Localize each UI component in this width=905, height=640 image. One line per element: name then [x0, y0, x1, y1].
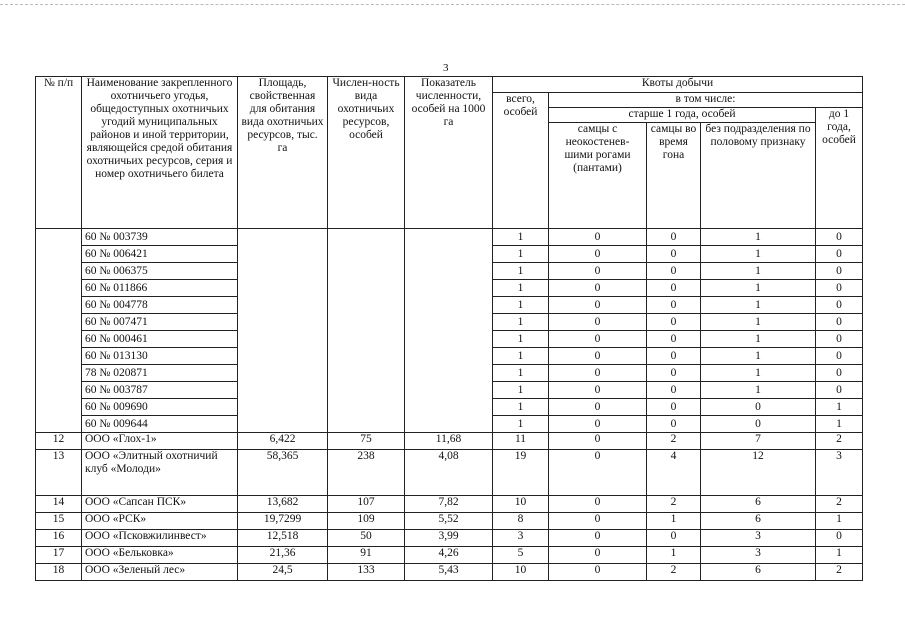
ticket-total: 1: [493, 399, 549, 416]
ticket-antlers: 0: [549, 229, 647, 246]
header-males-antlers: самцы с неокостенев-шими рогами (пантами): [549, 123, 647, 229]
row-nosex: 6: [701, 496, 816, 513]
ticket-antlers: 0: [549, 348, 647, 365]
ticket-under1: 1: [816, 416, 863, 433]
row-antlers: 0: [549, 513, 647, 530]
row-under1: 1: [816, 513, 863, 530]
row-antlers: 0: [549, 450, 647, 496]
header-density: Показатель численности, особей на 1000 га: [405, 77, 493, 229]
ticket-rut: 0: [647, 416, 701, 433]
ticket-total: 1: [493, 416, 549, 433]
ticket-total: 1: [493, 314, 549, 331]
row-under1: 2: [816, 564, 863, 581]
ticket-nosex: 1: [701, 365, 816, 382]
table-row: [36, 513, 863, 530]
row-under1: 2: [816, 433, 863, 450]
ticket-total: 1: [493, 263, 549, 280]
row-nosex: 3: [701, 547, 816, 564]
ticket-under1: 0: [816, 229, 863, 246]
header-name: Наименование закрепленного охотничьего угодья, общедоступных охотничьих угодий муниципальных районов и иной территории, являющейся средой обитания охотничьих ресурсов, серия и номер охотничьего билета: [82, 77, 238, 229]
ticket-under1: 0: [816, 365, 863, 382]
ticket-under1: 1: [816, 399, 863, 416]
row-nosex: 6: [701, 564, 816, 581]
ticket-rut: 0: [647, 246, 701, 263]
row-count: 107: [328, 496, 405, 513]
ticket-antlers: 0: [549, 246, 647, 263]
row-total: 5: [493, 547, 549, 564]
ticket-rut: 0: [647, 348, 701, 365]
ticket-name: 60 № 009690: [82, 399, 238, 416]
ticket-total: 1: [493, 246, 549, 263]
row-area: 12,518: [238, 530, 328, 547]
row-total: 8: [493, 513, 549, 530]
ticket-nosex: 1: [701, 263, 816, 280]
row-rut: 0: [647, 530, 701, 547]
row-number: 15: [36, 513, 82, 530]
row-rut: 2: [647, 433, 701, 450]
row-area: 13,682: [238, 496, 328, 513]
row-name: ООО «Псковжилинвест»: [82, 530, 238, 547]
header-quota: Квоты добычи: [493, 77, 863, 93]
row-rut: 1: [647, 547, 701, 564]
row-area: 6,422: [238, 433, 328, 450]
ticket-antlers: 0: [549, 399, 647, 416]
ticket-under1: 0: [816, 382, 863, 399]
row-number: 17: [36, 547, 82, 564]
row-total: 3: [493, 530, 549, 547]
row-density: 4,26: [405, 547, 493, 564]
ticket-name: 60 № 006421: [82, 246, 238, 263]
ticket-name: 60 № 011866: [82, 280, 238, 297]
ticket-total: 1: [493, 382, 549, 399]
row-antlers: 0: [549, 496, 647, 513]
ticket-nosex: 0: [701, 399, 816, 416]
ticket-under1: 0: [816, 348, 863, 365]
ticket-nosex: 1: [701, 348, 816, 365]
row-name: ООО «РСК»: [82, 513, 238, 530]
ticket-nosex: 1: [701, 331, 816, 348]
table-row: [36, 547, 863, 564]
ticket-nosex: 1: [701, 246, 816, 263]
header-no-sex: без подразделения по половому признаку: [701, 123, 816, 229]
row-number: 12: [36, 433, 82, 450]
ticket-under1: 0: [816, 331, 863, 348]
row-name: ООО «Бельковка»: [82, 547, 238, 564]
ticket-rut: 0: [647, 331, 701, 348]
ticket-under1: 0: [816, 297, 863, 314]
row-antlers: 0: [549, 433, 647, 450]
row-number: 13: [36, 450, 82, 496]
ticket-total: 1: [493, 229, 549, 246]
header-under1: до 1 года, особей: [816, 108, 863, 229]
ticket-under1: 0: [816, 246, 863, 263]
ticket-rut: 0: [647, 399, 701, 416]
table-row: [36, 433, 863, 450]
ticket-name: 60 № 003787: [82, 382, 238, 399]
ticket-name: 78 № 020871: [82, 365, 238, 382]
row-rut: 1: [647, 513, 701, 530]
ticket-rut: 0: [647, 314, 701, 331]
ticket-rut: 0: [647, 382, 701, 399]
header-older: старше 1 года, особей: [549, 108, 816, 123]
ticket-under1: 0: [816, 263, 863, 280]
row-rut: 4: [647, 450, 701, 496]
row-nosex: 12: [701, 450, 816, 496]
header-number: № п/п: [36, 77, 82, 229]
ticket-name: 60 № 007471: [82, 314, 238, 331]
ticket-nosex: 1: [701, 314, 816, 331]
row-nosex: 6: [701, 513, 816, 530]
row-total: 11: [493, 433, 549, 450]
row-count: 50: [328, 530, 405, 547]
row-density: 3,99: [405, 530, 493, 547]
table-row: [36, 530, 863, 547]
row-antlers: 0: [549, 564, 647, 581]
row-number: 14: [36, 496, 82, 513]
row-number: 18: [36, 564, 82, 581]
row-density: 4,08: [405, 450, 493, 496]
row-area: 24,5: [238, 564, 328, 581]
ticket-antlers: 0: [549, 280, 647, 297]
row-density: 7,82: [405, 496, 493, 513]
ticket-total: 1: [493, 331, 549, 348]
ticket-total: 1: [493, 348, 549, 365]
header-count: Числен-ность вида охотничьих ресурсов, особей: [328, 77, 405, 229]
ticket-nosex: 1: [701, 229, 816, 246]
row-total: 19: [493, 450, 549, 496]
ticket-name: 60 № 000461: [82, 331, 238, 348]
row-under1: 2: [816, 496, 863, 513]
table-row: [36, 496, 863, 513]
ticket-antlers: 0: [549, 416, 647, 433]
scan-top-edge: [0, 4, 905, 6]
ticket-rut: 0: [647, 280, 701, 297]
ticket-antlers: 0: [549, 263, 647, 280]
ticket-rut: 0: [647, 229, 701, 246]
row-rut: 2: [647, 564, 701, 581]
table-row: [36, 450, 863, 496]
merged-area-cell: [238, 229, 328, 433]
row-under1: 1: [816, 547, 863, 564]
row-density: 11,68: [405, 433, 493, 450]
row-number: 16: [36, 530, 82, 547]
ticket-total: 1: [493, 365, 549, 382]
row-count: 133: [328, 564, 405, 581]
ticket-name: 60 № 013130: [82, 348, 238, 365]
ticket-name: 60 № 004778: [82, 297, 238, 314]
row-nosex: 7: [701, 433, 816, 450]
row-nosex: 3: [701, 530, 816, 547]
row-density: 5,52: [405, 513, 493, 530]
ticket-antlers: 0: [549, 365, 647, 382]
ticket-under1: 0: [816, 314, 863, 331]
row-name: ООО «Зеленый лес»: [82, 564, 238, 581]
ticket-row: [36, 229, 863, 246]
ticket-nosex: 1: [701, 297, 816, 314]
ticket-rut: 0: [647, 263, 701, 280]
row-under1: 3: [816, 450, 863, 496]
table-body: [36, 229, 863, 581]
ticket-name: 60 № 003739: [82, 229, 238, 246]
row-name: ООО «Элитный охотничий клуб «Молоди»: [82, 450, 238, 496]
merged-number-cell: [36, 229, 82, 433]
merged-count-cell: [328, 229, 405, 433]
row-count: 75: [328, 433, 405, 450]
ticket-name: 60 № 009644: [82, 416, 238, 433]
header-including: в том числе:: [549, 93, 863, 108]
row-rut: 2: [647, 496, 701, 513]
row-total: 10: [493, 564, 549, 581]
ticket-nosex: 0: [701, 416, 816, 433]
header-total: всего, особей: [493, 93, 549, 229]
row-antlers: 0: [549, 547, 647, 564]
ticket-under1: 0: [816, 280, 863, 297]
row-name: ООО «Глох-1»: [82, 433, 238, 450]
ticket-rut: 0: [647, 297, 701, 314]
row-density: 5,43: [405, 564, 493, 581]
header-males-rut: самцы во время гона: [647, 123, 701, 229]
row-area: 21,36: [238, 547, 328, 564]
ticket-total: 1: [493, 280, 549, 297]
ticket-nosex: 1: [701, 382, 816, 399]
header-area: Площадь, свойственная для обитания вида охотничьих ресурсов, тыс. га: [238, 77, 328, 229]
row-area: 58,365: [238, 450, 328, 496]
row-count: 238: [328, 450, 405, 496]
merged-density-cell: [405, 229, 493, 433]
hunting-quota-table: [35, 76, 863, 581]
row-under1: 0: [816, 530, 863, 547]
ticket-total: 1: [493, 297, 549, 314]
ticket-name: 60 № 006375: [82, 263, 238, 280]
ticket-antlers: 0: [549, 297, 647, 314]
ticket-rut: 0: [647, 365, 701, 382]
ticket-antlers: 0: [549, 314, 647, 331]
row-antlers: 0: [549, 530, 647, 547]
table-row: [36, 564, 863, 581]
row-name: ООО «Сапсан ПСК»: [82, 496, 238, 513]
row-area: 19,7299: [238, 513, 328, 530]
row-count: 91: [328, 547, 405, 564]
row-count: 109: [328, 513, 405, 530]
ticket-antlers: 0: [549, 382, 647, 399]
row-total: 10: [493, 496, 549, 513]
ticket-nosex: 1: [701, 280, 816, 297]
ticket-antlers: 0: [549, 331, 647, 348]
page-number: 3: [443, 62, 449, 74]
